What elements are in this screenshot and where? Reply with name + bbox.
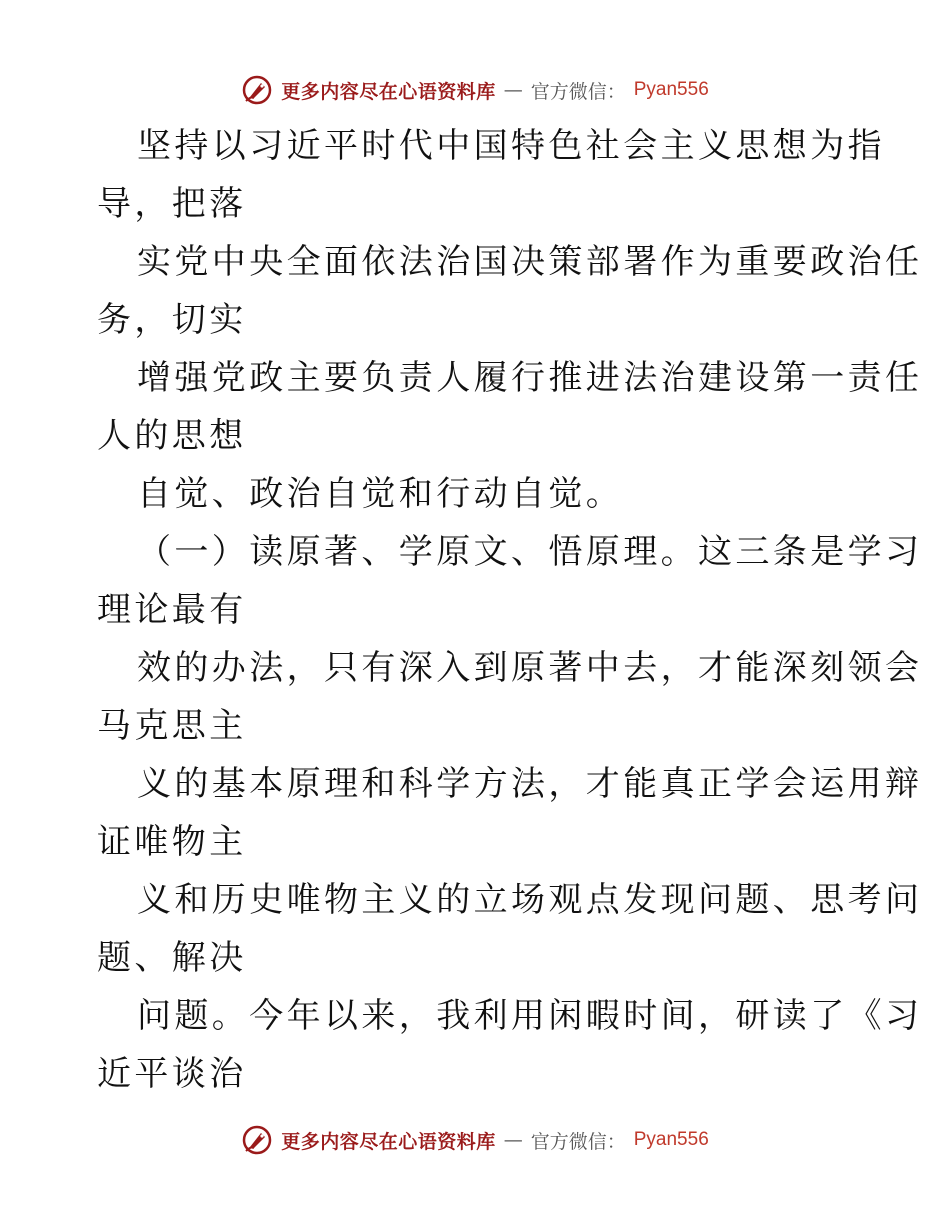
header-wechat-id: Pyan556	[633, 79, 709, 100]
paragraph-line: 问题。今年以来，我利用闲暇时间，研读了《习	[137, 996, 923, 1036]
paragraph-line: 义的基本原理和科学方法，才能真正学会运用辩	[137, 764, 923, 804]
paragraph-line: 人的思想	[97, 416, 247, 456]
paragraph-line: 增强党政主要负责人履行推进法治建设第一责任	[137, 358, 923, 398]
paragraph-line: 导，把落	[97, 184, 247, 224]
pen-nib-circle-icon	[241, 74, 273, 106]
header-brand: 更多内容尽在心语资料库	[281, 80, 496, 103]
paragraph-line: 务，切实	[97, 300, 247, 340]
paragraph-line: 自觉、政治自觉和行动自觉。	[137, 474, 624, 514]
paragraph-line: 坚持以习近平时代中国特色社会主义思想为指	[137, 126, 885, 166]
header-contact-label: 官方微信：	[530, 80, 626, 103]
paragraph-line: 理论最有	[97, 590, 247, 630]
paragraph-line: （一）读原著、学原文、悟原理。这三条是学习	[137, 532, 923, 572]
header-banner	[0, 70, 950, 110]
paragraph-line: 题、解决	[97, 938, 247, 978]
paragraph-line: 效的办法，只有深入到原著中去，才能深刻领会	[137, 648, 923, 688]
paragraph-line: 马克思主	[97, 706, 247, 746]
paragraph-line: 近平谈治	[97, 1054, 247, 1094]
pen-nib-circle-icon	[241, 1124, 273, 1156]
footer-contact-label: 官方微信：	[530, 1130, 626, 1153]
paragraph-line: 证唯物主	[97, 822, 247, 862]
footer-banner	[0, 1120, 950, 1160]
footer-separator: —	[503, 1129, 523, 1151]
paragraph-line: 实党中央全面依法治国决策部署作为重要政治任	[137, 242, 923, 282]
header-separator: —	[503, 79, 523, 101]
paragraph-line: 义和历史唯物主义的立场观点发现问题、思考问	[137, 880, 923, 920]
footer-brand: 更多内容尽在心语资料库	[281, 1130, 496, 1153]
footer-wechat-id: Pyan556	[633, 1129, 709, 1150]
